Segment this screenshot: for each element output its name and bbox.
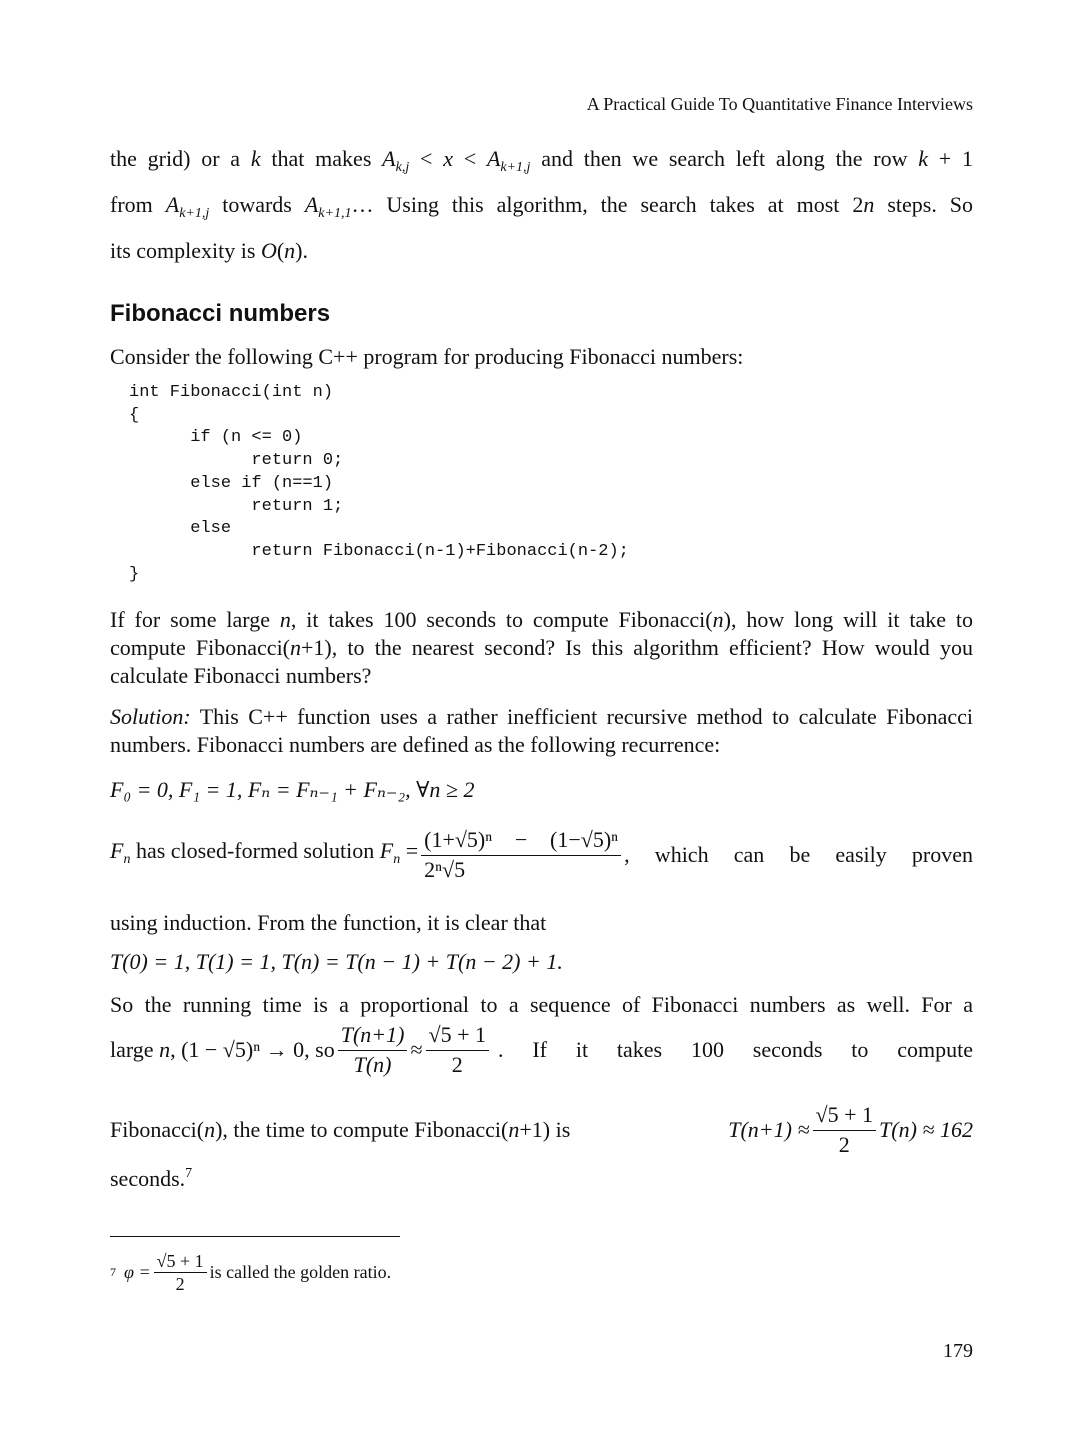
ratio-fraction: $\frac{T(n+1)}{T(n)}$ [338, 1020, 408, 1079]
intro-line-1: the grid) or a k that makes $A_{k,j} < x < A_{k+1,j}$ and then we search left along the row k + 1 [110, 146, 973, 175]
seconds-line: seconds.$^7$ [110, 1166, 193, 1191]
final-fraction: $\frac{√5 + 1}{2}$ [813, 1100, 876, 1159]
question-text: If for some large n, it takes 100 seconds to compute Fibonacci(n), how long will it take to compute Fibonacci(n+1), to the nearest second? Is this algorithm efficient? How would you calculate Fibonacci numbers? [110, 607, 973, 688]
section-title: Fibonacci numbers [110, 300, 331, 327]
footnote-fraction: $\frac{√5 + 1}{2}$ [154, 1250, 207, 1295]
t-recurrence-line: T(0) = 1, T(1) = 1, T(n) = T(n − 1) + T(n − 2) + 1. [110, 949, 563, 974]
golden-fraction: $\frac{√5 + 1}{2}$ [426, 1020, 489, 1079]
running-time-line: So the running time is a proportional to a sequence of Fibonacci numbers as well. For a [110, 992, 973, 1017]
solution-label: Solution: [110, 704, 191, 729]
solution-intro: Solution: This C++ function uses a rather inefficient recursive method to calculate Fibonacci numbers. Fibonacci numbers are defined as the following recurrence: [110, 704, 973, 757]
recurrence-line: F₀ = 0, F₁ = 1, Fₙ = Fₙ₋₁ + Fₙ₋₂, ∀n ≥ 2 [110, 777, 475, 802]
closed-form-line: $F_n$ has closed-formed solution $F_n$ = $\frac{\text{(1+√5)ⁿ − (1−√5)ⁿ}}{\text{2ⁿ√5}}$ , which can be easily proven [110, 827, 973, 882]
closed-form-fraction: $\frac{\text{(1+√5)ⁿ − (1−√5)ⁿ}}{\text{2ⁿ√5}}$ [421, 825, 621, 884]
running-header: A Practical Guide To Quantitative Finance Interviews [586, 94, 973, 114]
code-block: int Fibonacci(int n) { if (n <= 0) return 0; else if (n==1) return 1; else return Fibonacci(n-1)+Fibonacci(n-2); } [129, 383, 629, 584]
intro-paragraph [110, 140, 973, 269]
footnote-ref: 7 [185, 1166, 193, 1181]
page-number: 179 [943, 1340, 973, 1362]
induction-line: using induction. From the function, it is clear that [110, 910, 547, 935]
intro-line-2: from $A_{k+1,j}$ towards $A_{k+1,1}\dots$ Using this algorithm, the search takes at most 2n steps. So [110, 192, 974, 221]
footnote: 7 φ = $\frac{√5 + 1}{2}$ is called the golden ratio. [110, 1251, 392, 1294]
question-lead: Consider the following C++ program for producing Fibonacci numbers: [110, 344, 744, 369]
final-line: Fibonacci(n), the time to compute Fibonacci(n+1) is T(n+1) ≈ $\frac{√5 + 1}{2}$ T(n) ≈ 162 [110, 1102, 973, 1157]
footnote-rule [110, 1236, 400, 1237]
ratio-line: large n, (1 − √5)ⁿ → 0, so $\frac{T(n+1)}{T(n)}$ ≈ $\frac{√5 + 1}{2}$ . If it takes 100 seconds to compute [110, 1022, 973, 1077]
intro-line-3: its complexity is O(n). [110, 238, 308, 263]
